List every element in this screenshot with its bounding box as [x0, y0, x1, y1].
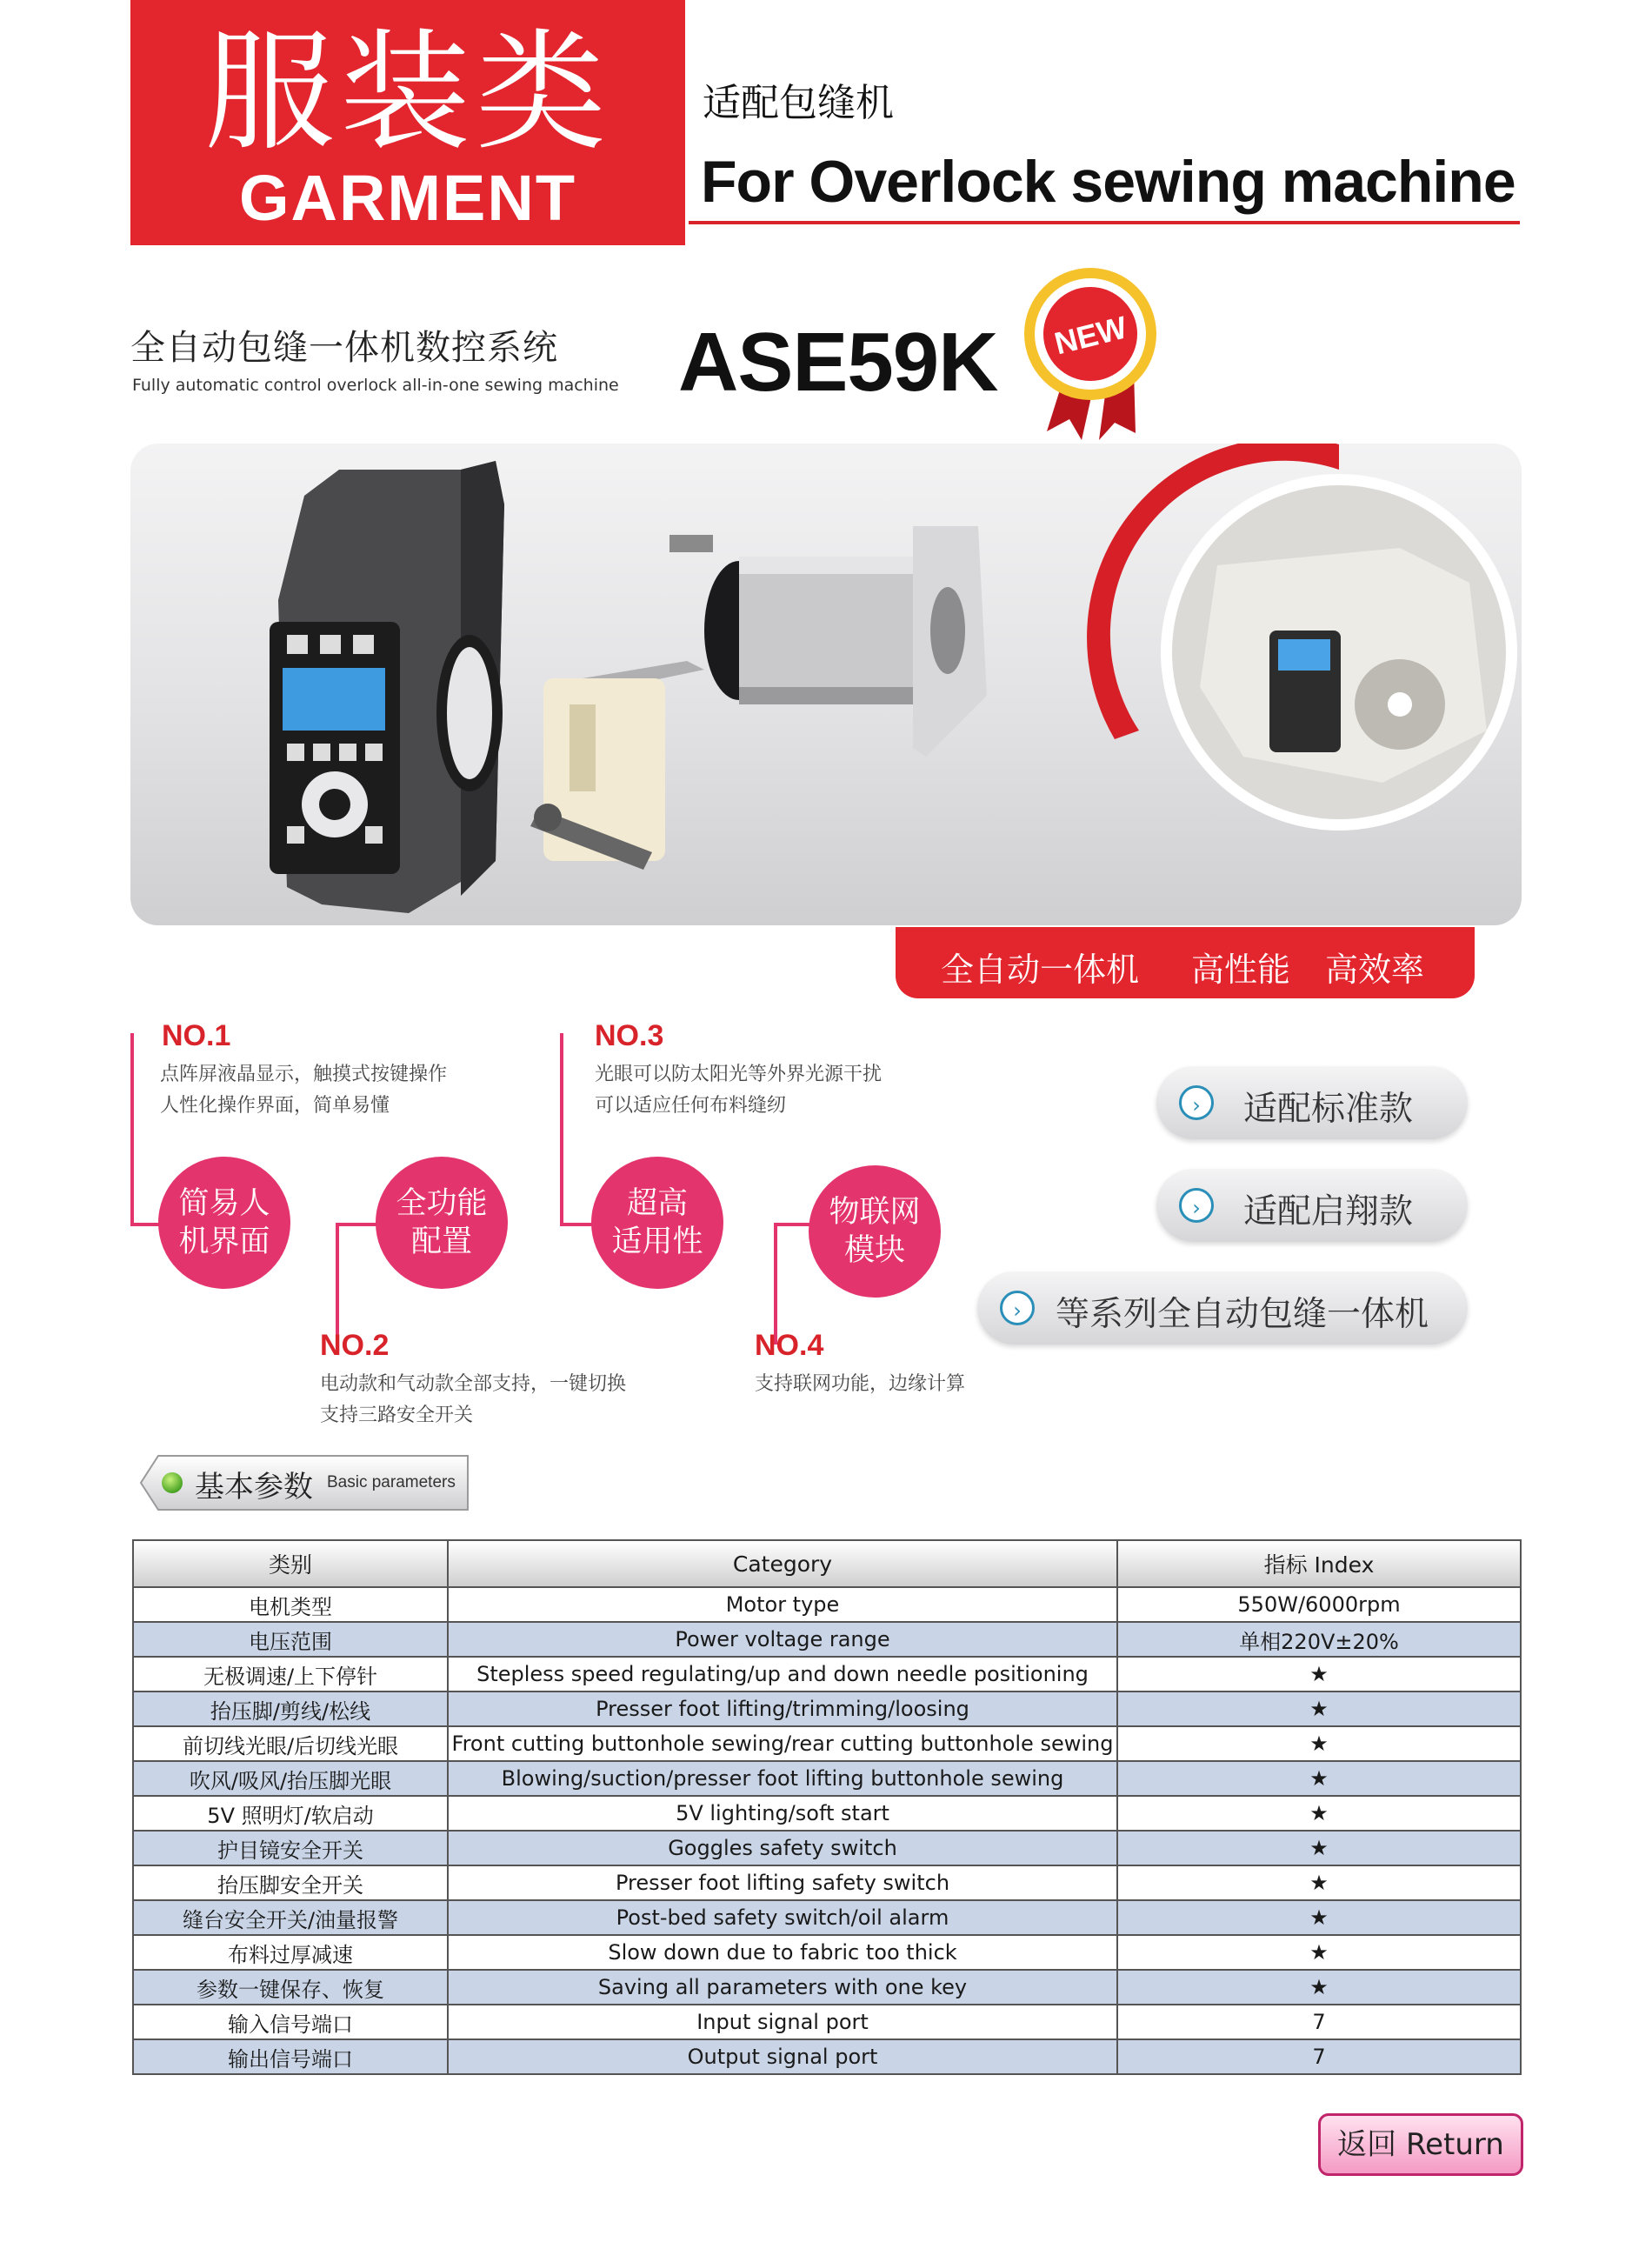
chevron-right-icon: ›	[1000, 1291, 1035, 1325]
feature-1-line: 人性化操作界面，简单易懂	[160, 1095, 390, 1117]
table-cell: ★	[1117, 1935, 1521, 1970]
controller-box-image	[270, 461, 504, 913]
table-cell: Front cutting buttonhole sewing/rear cutting buttonhole sewing	[448, 1726, 1117, 1761]
feature-3-bubble-line: 适用性	[611, 1224, 703, 1259]
table-cell: 电压范围	[133, 1622, 448, 1657]
table-cell: 吹风/吸风/抬压脚光眼	[133, 1761, 448, 1796]
compat-label: 适配启翔款	[1243, 1192, 1414, 1231]
feature-4-number: NO.4	[755, 1329, 824, 1362]
table-row	[133, 1935, 1521, 1970]
servo-motor-image	[669, 526, 987, 757]
header-cell: Category	[448, 1540, 1117, 1587]
compat-series-button[interactable]	[977, 1271, 1468, 1345]
feature-2-text	[320, 1369, 626, 1431]
table-cell: ★	[1117, 1831, 1521, 1865]
compat-standard-button[interactable]	[1156, 1066, 1468, 1139]
feature-2-number: NO.2	[320, 1329, 390, 1362]
table-cell: 7	[1117, 2039, 1521, 2074]
feature-3-bubble	[591, 1157, 723, 1289]
tagline-bar	[896, 927, 1475, 998]
table-cell: ★	[1117, 1796, 1521, 1831]
table-cell: 7	[1117, 2005, 1521, 2039]
table-cell: 550W/6000rpm	[1117, 1587, 1521, 1622]
new-badge-text: NEW	[1050, 309, 1131, 362]
table-cell: ★	[1117, 1900, 1521, 1935]
overlock-machine-image	[1087, 444, 1517, 831]
table-cell: 护目镜安全开关	[133, 1831, 448, 1865]
product-image-banner	[130, 444, 1522, 925]
table-cell: ★	[1117, 1761, 1521, 1796]
table-cell: Stepless speed regulating/up and down needle positioning	[448, 1657, 1117, 1692]
feature-3-line: 可以适应任何布料缝纫	[595, 1095, 787, 1117]
table-cell: ★	[1117, 1692, 1521, 1726]
feature-4-bubble	[809, 1165, 941, 1298]
subtitle-en: For Overlock sewing machine	[701, 149, 1515, 215]
return-button[interactable]: 返回 Return	[1318, 2113, 1523, 2176]
feature-3-number: NO.3	[595, 1019, 664, 1052]
table-cell: ★	[1117, 1657, 1521, 1692]
feature-3-text	[595, 1059, 882, 1122]
table-row	[133, 1657, 1521, 1692]
table-cell: 抬压脚/剪线/松线	[133, 1692, 448, 1726]
feature-2-bubble	[376, 1157, 508, 1289]
table-cell: Power voltage range	[448, 1622, 1117, 1657]
feature-1-bubble-line: 机界面	[178, 1224, 270, 1259]
chevron-right-icon: ›	[1179, 1188, 1214, 1223]
category-title-en: GARMENT	[238, 162, 577, 234]
table-cell: 输出信号端口	[133, 2039, 448, 2074]
table-cell: 5V 照明灯/软启动	[133, 1796, 448, 1831]
feature-2-bubble-line: 全功能	[396, 1186, 488, 1221]
feature-1-line: 点阵屏液晶显示，触摸式按键操作	[160, 1064, 448, 1085]
table-row	[133, 1900, 1521, 1935]
feature-4-bubble-line: 模块	[843, 1233, 905, 1268]
table-cell: 参数一键保存、恢复	[133, 1970, 448, 2005]
product-title-cn: 全自动包缝一体机数控系统	[130, 328, 558, 368]
table-cell: Goggles safety switch	[448, 1831, 1117, 1865]
spec-table	[132, 1539, 1522, 2075]
table-row	[133, 1587, 1521, 1622]
table-cell: Output signal port	[448, 2039, 1117, 2074]
table-row	[133, 2005, 1521, 2039]
table-row	[133, 1726, 1521, 1761]
params-title-cn: 基本参数	[195, 1470, 313, 1505]
table-cell: 抬压脚安全开关	[133, 1865, 448, 1900]
feature-4-line: 支持联网功能，边缘计算	[755, 1373, 966, 1395]
feature-1-number: NO.1	[162, 1019, 231, 1052]
subtitle-cn: 适配包缝机	[703, 81, 894, 125]
params-title-en: Basic parameters	[327, 1473, 456, 1491]
table-row	[133, 1865, 1521, 1900]
feature-4-text	[755, 1369, 965, 1400]
table-cell: 单相220V±20%	[1117, 1622, 1521, 1657]
feature-4-connector	[774, 1223, 812, 1226]
feature-4-bubble-line: 物联网	[829, 1195, 921, 1230]
table-row	[133, 1761, 1521, 1796]
feature-2-line: 电动款和气动款全部支持，一键切换	[320, 1373, 627, 1395]
table-cell: 输入信号端口	[133, 2005, 448, 2039]
tagline-item: 全自动一体机	[941, 951, 1140, 989]
table-row	[133, 1831, 1521, 1865]
feature-3-connector	[560, 1033, 563, 1226]
feature-2-connector	[336, 1223, 377, 1226]
feature-2-bubble-line: 配置	[410, 1224, 472, 1259]
table-row	[133, 1796, 1521, 1831]
table-row	[133, 2039, 1521, 2074]
compat-label: 等系列全自动包缝一体机	[1056, 1295, 1429, 1334]
category-title-cn: 服装类	[203, 17, 611, 169]
table-cell: Saving all parameters with one key	[448, 1970, 1117, 2005]
table-cell: 缝台安全开关/油量报警	[133, 1900, 448, 1935]
feature-1-bubble	[158, 1157, 290, 1289]
table-cell: ★	[1117, 1970, 1521, 2005]
header-cell: 类别	[133, 1540, 448, 1587]
feature-3-bubble-line: 超高	[626, 1186, 688, 1221]
table-cell: ★	[1117, 1726, 1521, 1761]
header-cell: 指标 Index	[1117, 1540, 1521, 1587]
table-row	[133, 1692, 1521, 1726]
table-cell: 无极调速/上下停针	[133, 1657, 448, 1692]
table-cell: 5V lighting/soft start	[448, 1796, 1117, 1831]
chevron-right-icon: ›	[1179, 1085, 1214, 1120]
compat-label: 适配标准款	[1243, 1090, 1414, 1129]
feature-1-text	[160, 1059, 447, 1122]
table-cell: Post-bed safety switch/oil alarm	[448, 1900, 1117, 1935]
feature-4-connector	[774, 1223, 777, 1345]
feature-1-connector	[130, 1033, 134, 1226]
table-cell: Presser foot lifting/trimming/loosing	[448, 1692, 1117, 1726]
subtitle-underline	[689, 221, 1520, 224]
new-badge	[1012, 266, 1169, 440]
feature-1-bubble-line: 简易人	[178, 1186, 270, 1221]
table-cell: Motor type	[448, 1587, 1117, 1622]
table-cell: 布料过厚减速	[133, 1935, 448, 1970]
table-header-row	[133, 1540, 1521, 1587]
table-cell: 前切线光眼/后切线光眼	[133, 1726, 448, 1761]
table-cell: Blowing/suction/presser foot lifting buttonhole sewing	[448, 1761, 1117, 1796]
table-row	[133, 1622, 1521, 1657]
compat-qixiang-button[interactable]	[1156, 1169, 1468, 1242]
feature-3-line: 光眼可以防太阳光等外界光源干扰	[595, 1064, 883, 1085]
product-title-en: Fully automatic control overlock all-in-one sewing machine	[132, 376, 619, 395]
table-row	[133, 1970, 1521, 2005]
feature-2-connector	[336, 1223, 339, 1345]
table-cell: Slow down due to fabric too thick	[448, 1935, 1117, 1970]
tagline-item: 高性能	[1191, 951, 1291, 989]
model-number: ASE59K	[678, 316, 998, 409]
table-cell: Presser foot lifting safety switch	[448, 1865, 1117, 1900]
green-dot-icon	[162, 1472, 183, 1493]
table-cell: 电机类型	[133, 1587, 448, 1622]
feature-3-connector	[560, 1223, 595, 1226]
presser-actuator-image	[530, 661, 704, 870]
feature-2-line: 支持三路安全开关	[320, 1405, 474, 1426]
table-cell: ★	[1117, 1865, 1521, 1900]
tagline-item: 高效率	[1325, 951, 1425, 989]
table-cell: Input signal port	[448, 2005, 1117, 2039]
